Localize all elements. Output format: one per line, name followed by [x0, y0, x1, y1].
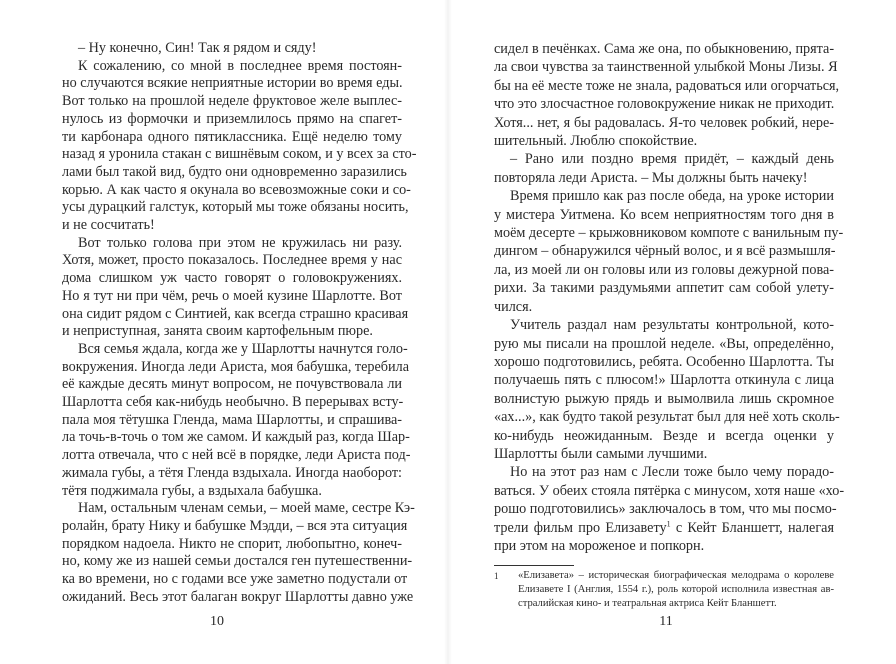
footnote-number: 1: [494, 571, 499, 581]
text-line: лотта отвечала, что с ней всё в порядке, леди Ариста под-: [62, 447, 411, 464]
text-line: волнистую рыжую прядь и вымолвила лишь скромное: [494, 390, 834, 407]
text-line: у мистера Уитмена. Ко всем неприятностям того дня в: [494, 206, 834, 223]
footnote-text: [518, 569, 834, 611]
text-line: моём десерте – крыжовниковом компоте с ванильным пу-: [494, 225, 844, 242]
text-line: она сидит рядом с Синтией, как всегда страшно красивая: [62, 305, 409, 322]
footnote-line: Елизавете I (Англия, 1554 г.), роль которой исполнила известная ав-: [518, 584, 834, 595]
footnote-line: «Елизавета» – историческая биографическая мелодрама о королеве: [518, 570, 834, 581]
text-line: хорошо подготовились, ребята. Особенно Шарлотта. Ты: [494, 353, 834, 370]
text-line: тётя поджимала губы, а вздыхала бабушка.: [62, 482, 322, 499]
text-line: шительный. Люблю спокойствие.: [494, 133, 698, 150]
paragraph: [494, 40, 840, 150]
left-page-text: [62, 40, 417, 607]
right-page: [448, 0, 896, 664]
text-line: дингом – обнаружился чёрный волос, и я всё размышля-: [494, 243, 836, 260]
paragraph: [62, 340, 411, 500]
text-line: усы дурацкий галстук, который мы тоже обязаны носить,: [62, 199, 409, 216]
text-line: корью. А как часто я окунала во всевозможные соки и со-: [62, 181, 411, 198]
text-line: ролайн, брату Нику и бабушке Мэдди, – вся эта ситуация: [62, 517, 408, 534]
text-line: получаешь пять с плюсом!» Шарлотта откинула с лица: [494, 372, 834, 389]
text-line: Учитель раздал нам результаты контрольной, кото-: [510, 317, 834, 334]
text-line: бы на её месте тоже не знала, радоваться или огорчаться,: [494, 77, 840, 94]
text-line: Но я тут ни при чём, речь о моей кузине Шарлотте. Вот: [62, 287, 402, 304]
text-line: рошо подготовились» заключалось в том, что мы посмо-: [494, 501, 837, 518]
text-line: – Рано или поздно время придёт, – каждый день: [510, 151, 834, 168]
footnote-line: стралийская кино- и театральная актриса Кейт Бланшетт.: [518, 598, 777, 609]
text-line: рую мы писали на прошлой неделе. «Вы, определённо,: [494, 335, 834, 352]
paragraph: [62, 40, 402, 58]
text-line: вокружения. Иногда леди Ариста, моя бабушка, теребила: [62, 358, 409, 375]
text-line: «ах...», как будто такой результат был для неё хоть сколь-: [494, 409, 840, 426]
text-line: ла, из моей ли он головы или из головы дежурной пова-: [494, 261, 834, 278]
text-line: Время пришло как раз после обеда, на уроке истории: [510, 188, 834, 205]
text-line: ла свои чувства за таинственной улыбкой Моны Лизы. Я: [494, 59, 838, 76]
text-line: ти карбонара одного пятиклассника. Ещё неделю тому: [62, 128, 402, 145]
text-line: жимала губы, а тётя Гленда вздыхала. Иногда наоборот:: [62, 464, 402, 481]
paragraph: [494, 463, 845, 555]
text-line: нулось из формочки и приземлилось прямо на спагет-: [62, 110, 402, 127]
page-number: 10: [210, 614, 224, 629]
text-line: К сожалению, со мной в последнее время постоян-: [78, 57, 402, 74]
text-line: Шарлотты были самыми лучшими.: [494, 445, 708, 462]
paragraph: [62, 500, 415, 606]
footnote: [494, 569, 834, 611]
footnote-reference[interactable]: 1: [666, 518, 671, 528]
text-line: Хотя... нет, я бы радовалась. Я-то человек робкий, нере-: [494, 114, 834, 131]
text-line: [494, 519, 834, 537]
text-line: но случаются всякие неприятные истории во время еды.: [62, 75, 403, 92]
text-line: Шарлотта себя как-нибудь необычно. В перерывах всту-: [62, 394, 404, 411]
text-line: дома слишком уж часто говорят о головокружениях.: [62, 270, 402, 287]
footnote-divider: [494, 565, 574, 566]
text-line: лами был такой вид, будто они одновременно заразились: [62, 163, 407, 180]
text-line: её каждые десять минут вопросом, не почувствовала ли: [62, 376, 402, 393]
paragraph: [62, 234, 409, 341]
text-line: повторяла леди Ариста. – Мы должны быть начеку!: [494, 169, 808, 186]
text-line: Нам, остальным членам семьи, – моей маме, сестре Кэ-: [78, 500, 415, 517]
right-page-text: [494, 40, 845, 555]
paragraph: [494, 316, 840, 463]
text-line: Хотя, может, просто показалось. Последнее время у нас: [62, 252, 402, 269]
text-line: ожиданий. Весь этот балаган вокруг Шарлотты давно уже: [62, 588, 414, 605]
text-line: сидел в печёнках. Сама же она, по обыкновению, прята-: [494, 41, 835, 57]
line-segment: с Кейт Бланшетт, налегая: [670, 519, 834, 536]
text-line: Вся семья ждала, когда же у Шарлотты начнутся голо-: [78, 340, 408, 357]
text-line: порядком надоела. Никто не спорит, любопытно, конеч-: [62, 535, 402, 552]
text-line: Но на этот раз нам с Лесли тоже было чему порадо-: [510, 464, 834, 481]
text-line: ка во времени, но с годами все уже заметно подустали от: [62, 571, 408, 588]
text-line: чился.: [494, 298, 533, 315]
text-line: ла точь-в-точь о том же самом. И каждый раз, когда Шар-: [62, 429, 410, 446]
line-segment: трели фильм про Елизавету: [494, 519, 667, 536]
text-line: Вот только голова при этом не кружилась ни разу.: [78, 234, 402, 251]
text-line: пала моя тётушка Гленда, мама Шарлотты, и спрашива-: [62, 411, 402, 428]
text-line: при этом на мороженое и попкорн.: [494, 537, 705, 554]
text-line: но, кому же из нашей семьи достался ген путешественни-: [62, 553, 413, 570]
text-line: и не сосчитать!: [62, 217, 155, 234]
text-line: Вот только на прошлой неделе фруктовое желе выплес-: [62, 93, 402, 110]
text-line: назад я уронила стакан с вишнёвым соком, и у всех за сто-: [62, 146, 417, 163]
text-line: – Ну конечно, Син! Так я рядом и сяду!: [78, 40, 317, 56]
text-line: рихи. За такими раздумьями аппетит сам собой улету-: [494, 280, 834, 297]
paragraph: [494, 187, 844, 316]
text-line: и неприступная, занята своим картофельным пюре.: [62, 323, 373, 340]
text-line: что это злосчастное головокружение никак не приходит.: [494, 96, 835, 113]
page-number: 11: [659, 614, 673, 629]
paragraph: [62, 57, 417, 235]
text-line: ваться. У обеих стояла пятёрка с минусом, хотя наше «хо-: [494, 482, 845, 499]
text-line: ко-нибудь неожиданным. Везде и всегда оценки у: [494, 427, 834, 444]
paragraph: [494, 150, 834, 187]
